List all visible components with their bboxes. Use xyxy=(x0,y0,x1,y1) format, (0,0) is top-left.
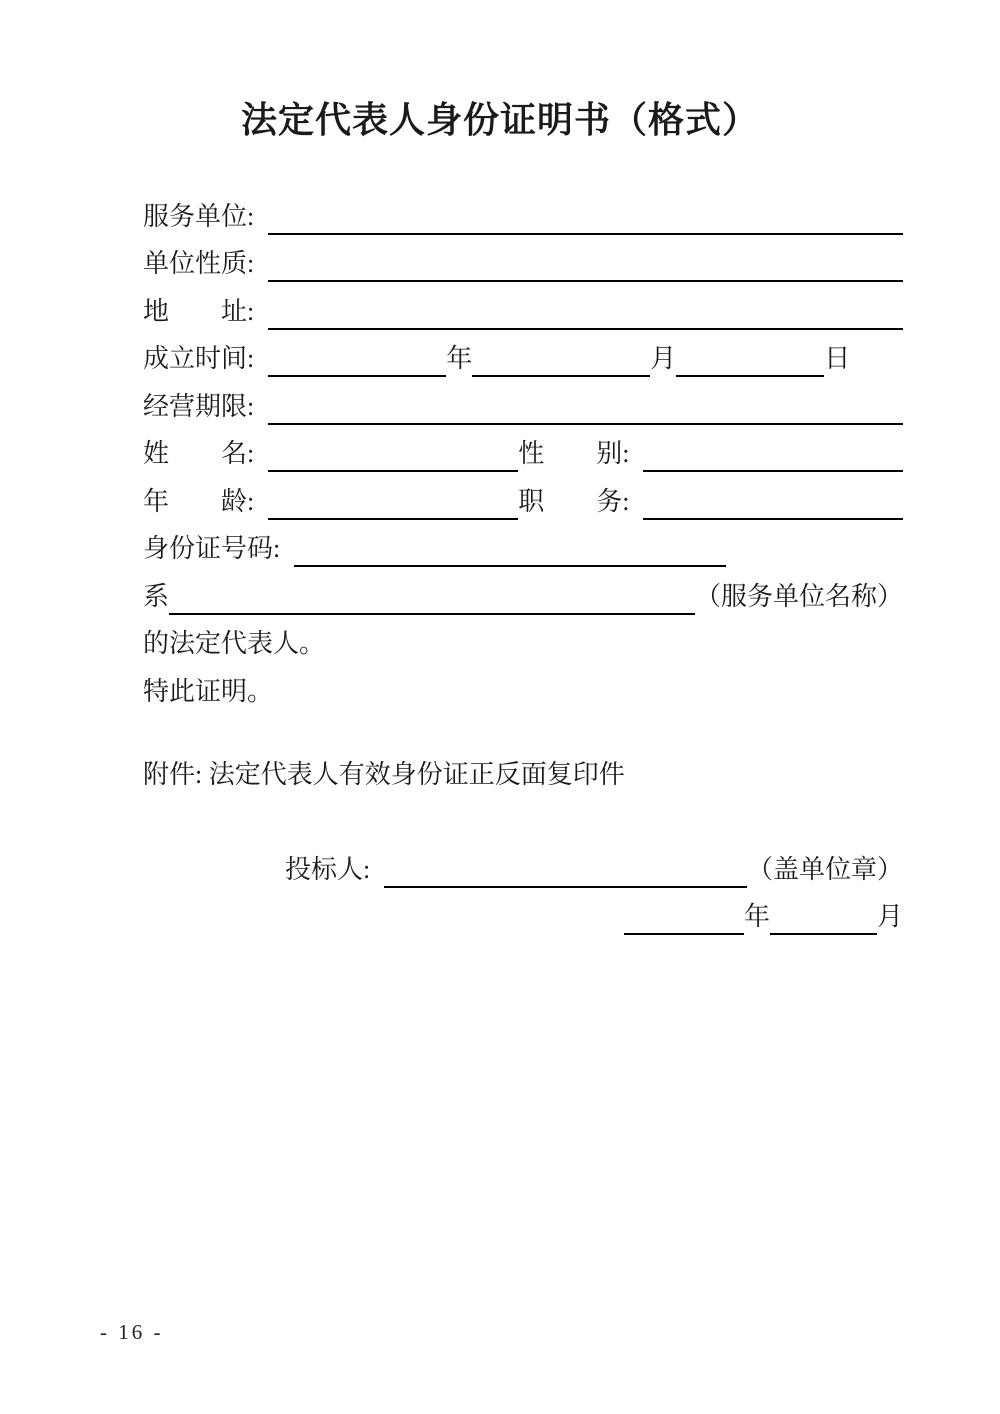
bidder-blank xyxy=(384,886,747,888)
name-label: 姓 名: xyxy=(143,439,255,468)
bidder-row xyxy=(143,843,903,891)
address-label: 地 址: xyxy=(143,296,255,326)
is-prefix-label: 系 xyxy=(143,581,170,611)
establish-month-blank xyxy=(472,375,650,377)
is-statement-row xyxy=(143,570,903,618)
position-blank xyxy=(643,518,903,520)
age-label: 年 龄: xyxy=(143,486,255,516)
id-number-label: 身份证号码: xyxy=(143,534,281,563)
form-area xyxy=(143,190,903,938)
establish-date-row xyxy=(143,333,903,381)
legal-rep-row xyxy=(143,618,903,666)
attachment-row xyxy=(143,749,903,797)
month-suffix-label: 月 xyxy=(650,344,677,373)
name-blank xyxy=(268,470,518,472)
unit-nature-row xyxy=(143,238,903,286)
unit-nature-blank xyxy=(268,280,903,282)
address-row xyxy=(143,285,903,333)
age-blank xyxy=(268,518,518,520)
age-position-row xyxy=(143,475,903,523)
page-number: - 16 - xyxy=(100,1320,164,1344)
service-unit-blank xyxy=(268,233,903,235)
id-number-row xyxy=(143,523,903,571)
service-unit-name-suffix: （服务单位名称） xyxy=(694,581,903,611)
business-term-row xyxy=(143,380,903,428)
certify-text: 特此证明。 xyxy=(143,676,274,706)
business-term-blank xyxy=(268,423,903,425)
sign-month-blank xyxy=(770,933,877,935)
sign-year-blank xyxy=(624,933,744,935)
name-gender-row xyxy=(143,428,903,476)
page-title: 法定代表人身份证明书（格式） xyxy=(240,100,759,140)
gender-blank xyxy=(643,470,903,472)
sign-month-suffix: 月 xyxy=(876,902,903,931)
day-suffix-label: 日 xyxy=(824,344,851,373)
establish-day-blank xyxy=(676,375,824,377)
legal-rep-text: 的法定代表人。 xyxy=(143,629,326,658)
position-label: 职 务: xyxy=(518,486,630,516)
seal-suffix-label: （盖单位章） xyxy=(746,854,903,884)
service-unit-row xyxy=(143,190,903,238)
vertical-spacer xyxy=(143,713,903,749)
vertical-spacer xyxy=(143,796,903,843)
certify-row xyxy=(143,665,903,713)
establish-year-blank xyxy=(268,375,446,377)
business-term-label: 经营期限: xyxy=(143,391,255,421)
gender-label: 性 别: xyxy=(518,439,630,468)
id-number-blank xyxy=(294,565,726,567)
service-unit-name-blank xyxy=(169,613,695,615)
establish-date-label: 成立时间: xyxy=(143,344,255,373)
bidder-label: 投标人: xyxy=(285,854,371,884)
year-suffix-label: 年 xyxy=(446,344,473,373)
sign-date-row xyxy=(143,891,903,939)
sign-year-suffix: 年 xyxy=(743,902,770,931)
address-blank xyxy=(268,328,903,330)
service-unit-label: 服务单位: xyxy=(143,201,255,231)
unit-nature-label: 单位性质: xyxy=(143,249,255,278)
attachment-text: 附件: 法定代表人有效身份证正反面复印件 xyxy=(143,760,625,789)
